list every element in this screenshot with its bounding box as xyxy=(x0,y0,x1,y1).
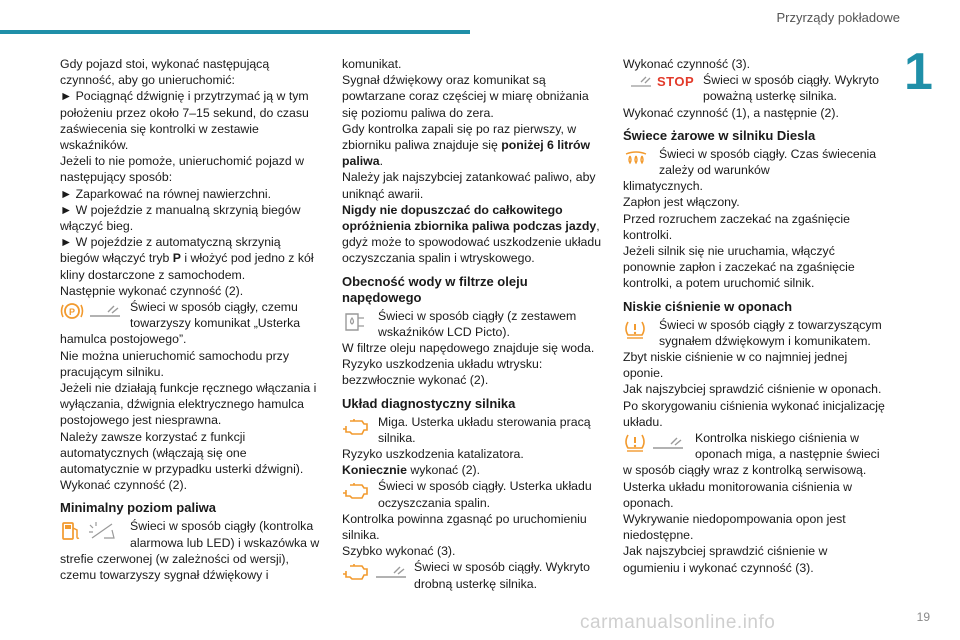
parking-brake-icon xyxy=(60,301,84,321)
warning-text: Świeci w sposób ciągły (z zestawem wskaźników LCD Picto). xyxy=(378,308,577,339)
paragraph: Po skorygowaniu ciśnienia wykonać inicjalizację układu. xyxy=(623,398,885,429)
paragraph: Jak najszybciej sprawdzić ciśnienie w ogumieniu i wykonać czynność (3). xyxy=(623,544,828,575)
engine-diagnostic-blinking xyxy=(342,414,604,446)
paragraph: w sposób ciągły wraz z kontrolką serwisową. xyxy=(623,463,867,478)
lit-indicator-icon xyxy=(88,302,122,320)
engine-minor-fault-warning xyxy=(342,559,604,591)
paragraph: Wykonać czynność (1), a następnie (2). xyxy=(623,105,839,120)
stop-warning xyxy=(623,72,885,104)
paragraph: Wykonać czynność (2). xyxy=(60,478,187,493)
lit-indicator-icon xyxy=(374,563,408,581)
section-heading: Świece żarowe w silniku Diesla xyxy=(623,127,816,143)
paragraph: klimatycznych. xyxy=(623,179,703,194)
paragraph: komunikat. xyxy=(342,57,402,71)
warning-text: Miga. Usterka układu sterowania pracą silnika. xyxy=(378,414,591,445)
paragraph: Gdy kontrolka zapali się po raz pierwszy, w zbiorniku paliwa znajduje się poniżej 6 litrów paliwa. xyxy=(342,121,591,169)
glow-plug-icon xyxy=(623,148,649,168)
water-in-filter-warning xyxy=(342,308,604,340)
engine-icon xyxy=(342,480,370,502)
watermark: carmanualsonline.info xyxy=(580,612,776,633)
paragraph: Koniecznie wykonać (2). xyxy=(342,463,481,478)
paragraph: Szybko wykonać (3). xyxy=(342,544,456,559)
paragraph: Usterka układu monitorowania ciśnienia w oponach. xyxy=(623,479,852,510)
paragraph: Zbyt niskie ciśnienie w co najmniej jednej oponie. xyxy=(623,350,848,381)
section-heading: Minimalny poziom paliwa xyxy=(60,500,217,516)
paragraph: Gdy pojazd stoi, wykonać następującą czynność, aby go unieruchomić: xyxy=(60,57,270,88)
tyre-pressure-icon xyxy=(623,319,647,341)
paragraph: strefie czerwonej (w zależności od wersji), czemu towarzyszy sygnał dźwiękowy i xyxy=(60,551,289,583)
column-2 xyxy=(342,56,604,592)
paragraph: Należy zawsze korzystać z funkcji automatycznych (włączają się one automatycznie w przypadku usterki dźwigni). xyxy=(60,429,304,477)
paragraph: Nie można unieruchomić samochodu przy pracującym silniku. xyxy=(60,348,289,379)
section-heading: Niskie ciśnienie w oponach xyxy=(623,298,793,314)
warning-text: Świeci w sposób ciągły. Usterka układu oczyszczania spalin. xyxy=(378,479,592,510)
paragraph: Jeżeli nie działają funkcje ręcznego włączania i wyłączania, dźwignia elektrycznego hamulca postojowego jest niesprawna. xyxy=(60,381,317,428)
glow-plug-indicator xyxy=(623,146,885,178)
tyre-monitoring-fault-warning xyxy=(623,430,885,462)
chapter-number: 1 xyxy=(904,43,933,101)
paragraph: Nigdy nie dopuszczać do całkowitego opróżnienia zbiornika paliwa podczas jazdy, gdyż może to spowodować uszkodzenie układu oczyszczania spalin i wtryskowego. xyxy=(342,202,602,266)
warning-text: Świeci w sposób ciągły z towarzyszącym sygnałem dźwiękowym i komunikatem. xyxy=(659,317,882,348)
paragraph: Kontrolka powinna zgasnąć po uruchomieniu silnika. xyxy=(342,511,587,543)
page-section-title: Przyrządy pokładowe xyxy=(776,10,900,25)
warning-text: Świeci w sposób ciągły. Wykryto drobną usterkę silnika. xyxy=(414,560,590,591)
paragraph: hamulca postojowego”. xyxy=(60,332,187,347)
paragraph: ► W pojeździe z automatyczną skrzynią biegów włączyć tryb P i włożyć pod jedno z kół kliny dostarczone z samochodem. xyxy=(60,235,314,282)
paragraph: Ryzyko uszkodzenia układu wtrysku: bezzwłocznie wykonać (2). xyxy=(342,357,543,388)
paragraph: Jak najszybciej sprawdzić ciśnienie w oponach. xyxy=(623,382,882,397)
low-fuel-warning xyxy=(60,518,322,550)
paragraph: W filtrze oleju napędowego znajduje się woda. xyxy=(342,341,595,356)
section-heading: Obecność wody w filtrze oleju napędowego xyxy=(342,273,528,305)
blinking-indicator-icon xyxy=(86,520,120,542)
stop-icon: STOP xyxy=(657,74,695,90)
fuel-pump-icon xyxy=(60,520,82,542)
paragraph: Jeżeli silnik się nie uruchamia, włączyć ponownie zapłon i zaczekać na zgaśnięcie kontrolki, a potem uruchomić silnik. xyxy=(623,244,855,291)
lit-indicator-icon xyxy=(651,434,685,452)
warning-text: Świeci w sposób ciągły (kontrolka alarmowa lub LED) i wskazówka w xyxy=(130,519,320,550)
water-filter-icon xyxy=(342,310,368,334)
column-3 xyxy=(623,56,885,576)
engine-emission-warning xyxy=(342,478,604,510)
paragraph: Sygnał dźwiękowy oraz komunikat są powtarzane coraz częściej w miarę obniżania się poziomu paliwa do zera. xyxy=(342,73,589,120)
warning-text: Świeci w sposób ciągły, czemu towarzyszy komunikat „Usterka xyxy=(130,300,301,331)
warning-text: Świeci w sposób ciągły. Czas świecenia zależy od warunków xyxy=(659,146,877,178)
paragraph: Przed rozruchem zaczekać na zgaśnięcie kontrolki. xyxy=(623,211,850,242)
column-1 xyxy=(60,56,322,583)
paragraph: Zapłon jest włączony. xyxy=(623,195,740,210)
engine-icon xyxy=(342,416,370,438)
paragraph: Wykrywanie niedopompowania opon jest niedostępne. xyxy=(623,512,846,543)
paragraph: ► W pojeździe z manualną skrzynią biegów włączyć bieg. xyxy=(60,202,301,234)
svg-text:P: P xyxy=(68,307,76,318)
paragraph: Następnie wykonać czynność (2). xyxy=(60,283,244,298)
paragraph: Ryzyko uszkodzenia katalizatora. xyxy=(342,447,524,462)
header-accent-bar xyxy=(0,30,470,34)
engine-icon xyxy=(342,561,370,583)
page-number: 19 xyxy=(916,610,930,624)
low-tyre-pressure-warning xyxy=(623,317,885,349)
parking-brake-warning xyxy=(60,299,322,331)
tyre-pressure-icon xyxy=(623,432,647,454)
warning-text: Kontrolka niskiego ciśnienia w oponach miga, a następnie świeci xyxy=(695,431,880,462)
paragraph: Jeżeli to nie pomoże, unieruchomić pojazd w następujący sposób: xyxy=(60,154,305,185)
section-heading: Układ diagnostyczny silnika xyxy=(342,395,516,411)
paragraph: ► Zaparkować na równej nawierzchni. xyxy=(60,186,272,201)
lit-indicator-icon xyxy=(629,74,653,90)
paragraph: ► Pociągnąć dźwignię i przytrzymać ją w tym położeniu przez około 7–15 sekund, do czasu zaświecenia się kontrolki w zestawie wskaźników. xyxy=(60,89,309,153)
warning-text: Świeci w sposób ciągły. Wykryto poważną usterkę silnika. xyxy=(703,73,879,104)
paragraph: Wykonać czynność (3). xyxy=(623,57,750,71)
paragraph: Należy jak najszybciej zatankować paliwo, aby uniknąć awarii. xyxy=(342,170,596,201)
